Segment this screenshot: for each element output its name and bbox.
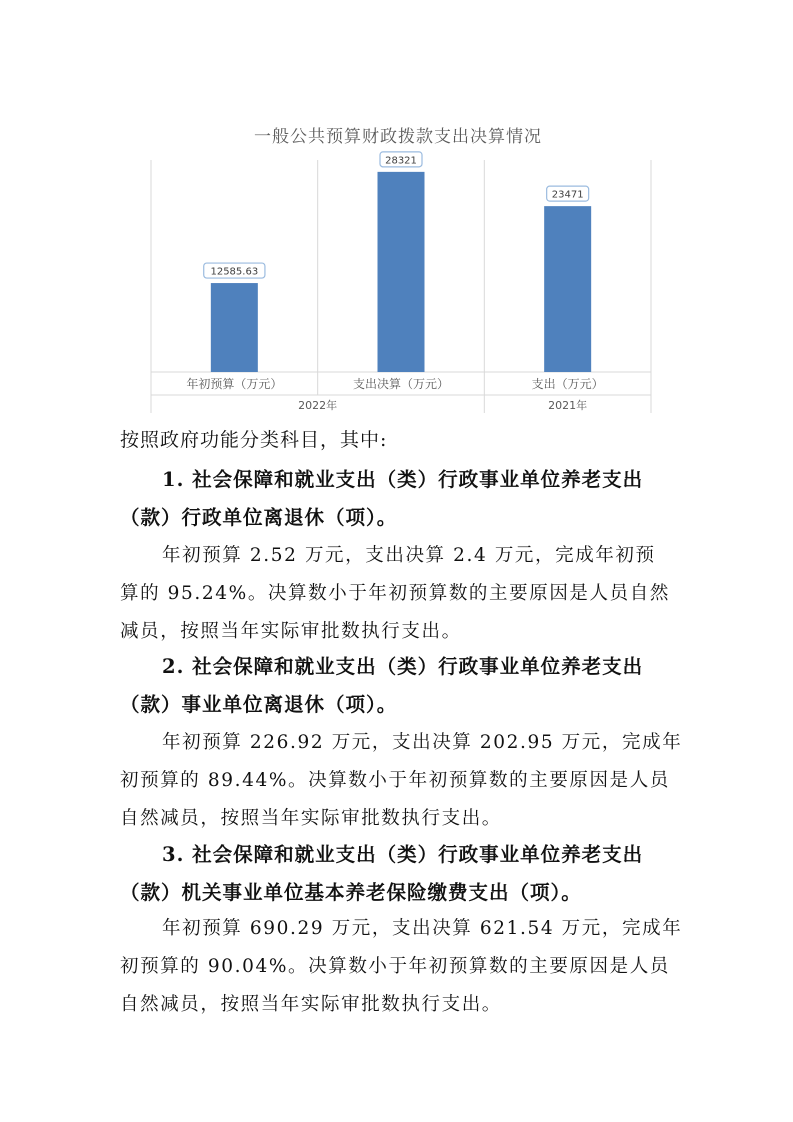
intro-text: 按照政府功能分类科目，其中:	[120, 429, 388, 451]
section-1-para-line2: 算的 95.24%。决算数小于年初预算数的主要原因是人员自然	[120, 583, 670, 604]
section-3-para-line1: 年初预算 690.29 万元，支出决算 621.54 万元，完成年	[162, 918, 683, 939]
data-label: 28321	[385, 155, 417, 167]
section-3-heading	[0, 836, 793, 912]
section-3-para-line2: 初预算的 90.04%。决算数小于年初预算数的主要原因是人员	[120, 956, 670, 977]
bar	[211, 283, 258, 372]
section-2-heading-line1: 2. 社会保障和就业支出（类）行政事业单位养老支出	[162, 655, 644, 678]
data-label: 23471	[551, 189, 584, 201]
section-1-para-line3: 减员，按照当年实际审批数执行支出。	[120, 621, 462, 642]
chart-title: 一般公共预算财政拨款支出决算情况	[254, 127, 542, 147]
section-2-para-line3: 自然减员，按照当年实际审批数执行支出。	[120, 808, 502, 829]
section-1-heading-line1: 1. 社会保障和就业支出（类）行政事业单位养老支出	[162, 468, 644, 491]
x-tick-label: 支出决算（万元）	[352, 377, 450, 391]
section-3-heading-line1: 3. 社会保障和就业支出（类）行政事业单位养老支出	[162, 843, 644, 866]
group-label: 2021年	[548, 399, 588, 412]
section-3-paragraph	[0, 910, 793, 1024]
section-3-heading-line2: （款）机关事业单位基本养老保险缴费支出（项）。	[120, 881, 582, 904]
x-tick-label: 支出（万元）	[531, 377, 604, 391]
section-1-paragraph	[0, 537, 793, 651]
data-label: 12585.63	[210, 266, 259, 278]
section-3-para-line3: 自然减员，按照当年实际审批数执行支出。	[120, 994, 502, 1015]
section-1-para-line1: 年初预算 2.52 万元，支出决算 2.4 万元，完成年初预	[162, 545, 656, 566]
x-tick-label: 年初预算（万元）	[186, 377, 283, 391]
section-2-para-line2: 初预算的 89.44%。决算数小于年初预算数的主要原因是人员	[120, 770, 670, 791]
chart-x-labels	[186, 376, 603, 412]
bar	[378, 172, 425, 372]
section-1-heading	[0, 461, 793, 537]
chart-bars	[204, 152, 591, 372]
group-label: 2022年	[298, 399, 338, 412]
section-2-paragraph	[0, 724, 793, 838]
section-2-para-line1: 年初预算 226.92 万元，支出决算 202.95 万元，完成年	[162, 732, 683, 753]
section-2-heading-line2: （款）事业单位离退休（项）。	[120, 693, 398, 716]
section-1-heading-line2: （款）行政单位离退休（项）。	[120, 506, 398, 529]
bar-chart	[0, 0, 793, 420]
section-2-heading	[0, 648, 793, 724]
bar	[544, 206, 591, 372]
